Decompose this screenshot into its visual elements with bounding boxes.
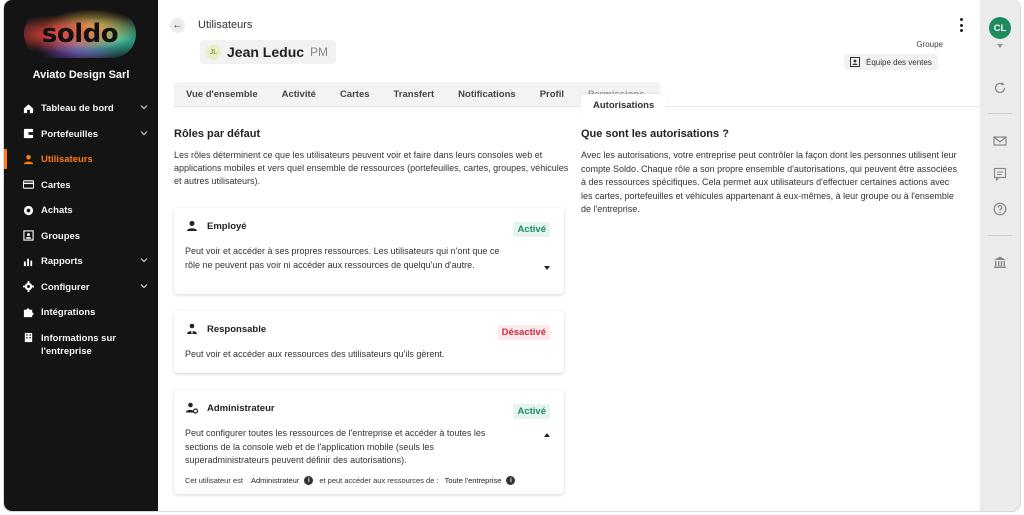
role-card-admin[interactable] [174,390,564,494]
sidebar-item-label: Portefeuilles [41,128,99,140]
sidebar-nav [4,96,158,362]
building-icon [22,332,35,344]
sidebar-item-reports[interactable] [4,249,158,275]
chevron-down-icon [140,129,148,137]
role-card-employee[interactable] [174,208,564,294]
role-card-manager[interactable] [174,311,564,373]
tab-overview[interactable]: Vue d'ensemble [186,88,258,100]
footer-role-value: Administrateur [250,476,300,485]
page-title: Jean Leduc [227,44,305,60]
purchase-icon [22,204,35,216]
sidebar-item-integrations[interactable] [4,300,158,326]
app-window [4,0,1020,511]
footer-scope-value: Toute l'entreprise [444,476,502,485]
sidebar-item-label: Informations sur l'entreprise [41,332,116,358]
tab-notifications[interactable]: Notifications [458,88,516,100]
footer-prefix: Cet utilisateur est [185,476,243,485]
status-badge: Désactivé [498,325,550,340]
default-roles-title: Rôles par défaut [174,128,261,140]
right-rail [980,0,1020,511]
help-icon[interactable] [993,202,1007,216]
footer-middle: et peut accéder aux ressources de : [319,476,439,485]
group-label: Groupe [916,40,943,49]
chat-icon[interactable] [993,167,1007,181]
sidebar-item-configure[interactable] [4,275,158,301]
role-title: Administrateur [207,402,275,414]
arrow-left-icon: ← [172,20,183,31]
sidebar-item-label: Achats [41,205,73,216]
admin-gear-icon [186,402,198,414]
authorizations-title: Que sont les autorisations ? [581,128,729,140]
status-badge: Activé [513,404,550,419]
group-icon [850,57,860,67]
breadcrumb[interactable]: Utilisateurs [198,19,253,31]
gear-icon [22,281,35,293]
more-options-button[interactable] [958,18,964,32]
card-icon [22,179,35,191]
company-name: Aviato Design Sarl [32,69,130,81]
sidebar-item-dashboard[interactable] [4,96,158,122]
info-icon[interactable]: i [506,476,515,485]
avatar[interactable]: CL [989,17,1011,39]
kebab-icon [960,18,963,21]
role-description: Peut configurer toutes les ressources de l'entreprise et accéder à toutes les sections de la console web et de l'application mobile (seuls les superadministrateurs peuvent définir des autorisations). [185,428,486,465]
user-suffix: PM [310,45,329,59]
default-roles-description: Les rôles déterminent ce que les utilisateurs peuvent voir et faire dans leurs consoles web et applications mobiles et vers quel ensemble de ressources (portefeuilles, cartes, groupes, véhicules et autres utilisateurs). [174,150,569,187]
chevron-down-icon[interactable] [997,44,1003,48]
home-icon [22,102,35,114]
sidebar-item-label: Cartes [41,179,71,191]
role-description: Peut voir et accéder aux ressources des utilisateurs qu'ils gèrent. [185,349,445,359]
wallet-icon [22,128,35,140]
user-icon [186,220,198,232]
sidebar-item-groups[interactable] [4,224,158,250]
manager-icon [186,323,198,335]
avatar: JL [206,45,221,60]
puzzle-icon [22,306,35,318]
role-title: Responsable [207,323,267,335]
bank-icon[interactable] [993,255,1007,269]
groups-icon [22,230,35,242]
sidebar-item-label: Rapports [41,256,83,267]
back-button[interactable] [170,18,185,33]
sidebar-item-cards[interactable] [4,173,158,199]
role-footer [185,476,521,485]
role-description: Peut voir et accéder à ses propres ressources. Les utilisateurs qui n'ont que ce rôle ne peuvent pas voir ni accéder aux ressources de quelqu'un d'autre. [185,246,500,270]
group-value: Équipe des ventes [866,57,932,67]
caret-down-icon[interactable] [544,266,550,270]
role-card-header [186,402,275,414]
sidebar-item-label: Utilisateurs [41,154,93,165]
tab-divider [174,106,980,107]
tab-activity[interactable]: Activité [281,88,316,100]
divider [988,113,1012,114]
caret-up-icon[interactable] [544,433,550,437]
sidebar-item-label: Tableau de bord [41,103,114,114]
chevron-down-icon [140,282,148,290]
sidebar-item-company-info[interactable] [4,326,158,362]
chevron-down-icon [140,103,148,111]
status-badge: Activé [513,222,550,237]
user-header [200,40,336,64]
role-card-header [186,220,247,232]
sidebar-item-label: Configurer [41,281,90,293]
sidebar-item-purchases[interactable] [4,198,158,224]
authorizations-description: Avec les autorisations, votre entreprise peut contrôler la façon dont les personnes utilisent leur compte Soldo. Chaque rôle a son propre ensemble d'autorisations, qui peuvent être associées à des ressources spécifiques. Cela permet aux utilisateurs d'effectuer certaines actions avec les cartes, portefeuilles et véhicules appartenant à eux-mêmes, à leur groupe ou à l'ensemble de l'entreprise. [581,150,957,214]
logo-text: soldo [41,19,119,49]
group-chip[interactable] [844,54,938,70]
refresh-icon[interactable] [993,81,1007,95]
sidebar-item-label: Groupes [41,230,81,242]
chevron-down-icon [140,256,148,264]
tab-transfer[interactable]: Transfert [393,88,435,100]
sidebar-item-label: Intégrations [41,307,96,318]
sidebar [4,0,158,511]
role-title: Employé [207,220,247,232]
role-card-header [186,323,266,335]
main-content [158,0,980,511]
tab-profile[interactable]: Profil [539,88,564,100]
divider [988,235,1012,236]
info-icon[interactable]: i [304,476,313,485]
sidebar-item-users[interactable] [4,147,158,173]
user-icon [22,153,35,165]
soldo-logo[interactable] [24,10,136,58]
tab-cards[interactable]: Cartes [339,88,370,100]
tab-authorizations[interactable]: Autorisations [581,94,666,116]
mail-icon[interactable] [993,134,1007,148]
chart-icon [22,255,35,267]
sidebar-item-wallets[interactable] [4,122,158,148]
